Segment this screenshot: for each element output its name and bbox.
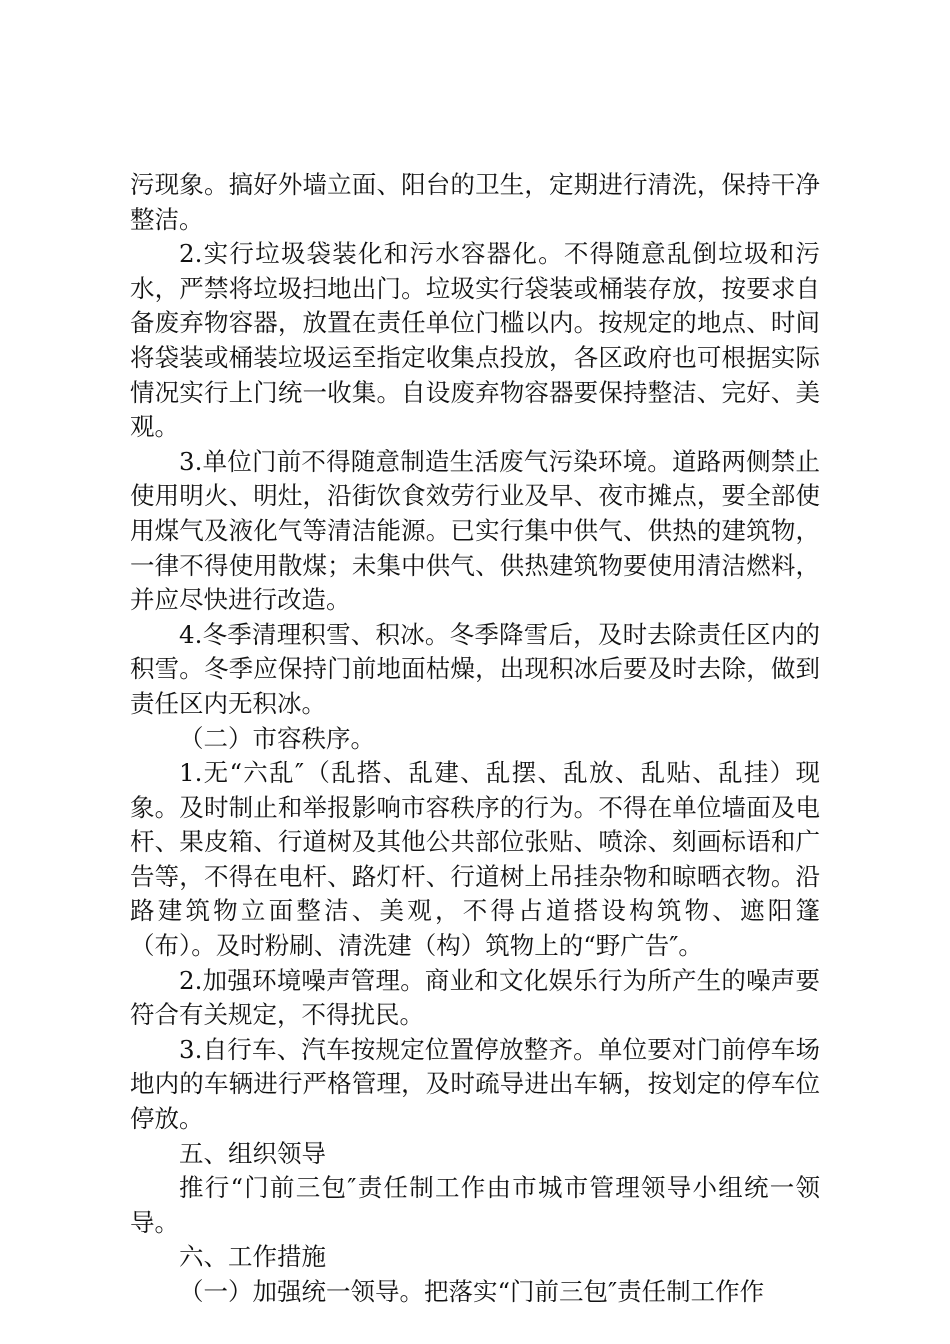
- paragraph-parking: 3.自行车、汽车按规定位置停放整齐。单位要对门前停车场地内的车辆进行严格管理，及时疏导进出车辆，按划定的停车位停放。: [130, 1034, 820, 1134]
- section-heading-measures: 六、工作措施: [179, 1242, 326, 1272]
- paragraph-continuation: 污现象。搞好外墙立面、阳台的卫生，定期进行清洗，保持干净整洁。: [130, 170, 820, 234]
- section-heading-city-order: （二）市容秩序。: [179, 723, 375, 753]
- paragraph-noise-management: 2.加强环境噪声管理。商业和文化娱乐行为所产生的噪声要符合有关规定，不得扰民。: [130, 965, 820, 1030]
- paragraph-snow-clearing: 4.冬季清理积雪、积冰。冬季降雪后，及时去除责任区内的积雪。冬季应保持门前地面枯燥，出现积冰后要及时去除，做到责任区内无积冰。: [130, 619, 820, 718]
- paragraph-leadership: 推行“门前三包″责任制工作由市城市管理领导小组统一领导。: [130, 1173, 820, 1237]
- document-body: [130, 168, 820, 1310]
- paragraph-garbage-bagging: 2.实行垃圾袋装化和污水容器化。不得随意乱倒垃圾和污水，严禁将垃圾扫地出门。垃圾实行袋装或桶装存放，按要求自备废弃物容器，放置在责任单位门槛以内。按规定的地点、时间将袋装或桶装垃圾运至指定收集点投放，各区政府也可根据实际情况实行上门统一收集。自设废弃物容器要保持整洁、完好、美观。: [130, 239, 820, 442]
- section-heading-organization: 五、组织领导: [179, 1138, 326, 1168]
- paragraph-measure-unified-leadership: （一）加强统一领导。把落实“门前三包″责任制工作作: [179, 1277, 765, 1306]
- paragraph-six-disorders: 1.无“六乱″（乱搭、乱建、乱摆、乱放、乱贴、乱挂）现象。及时制止和举报影响市容秩序的行为。不得在单位墙面及电杆、果皮箱、行道树及其他公共部位张贴、喷涂、刻画标语和广告等，不得在电杆、路灯杆、行道树上吊挂杂物和晾晒衣物。沿路建筑物立面整洁、美观，不得占道搭设构筑物、遮阳篷（布）。及时粉刷、清洗建（构）筑物上的“野广告″。: [130, 758, 820, 961]
- paragraph-exhaust-gas: 3.单位门前不得随意制造生活废气污染环境。道路两侧禁止使用明火、明灶，沿街饮食效劳行业及早、夜市摊点，要全部使用煤气及液化气等清洁能源。已实行集中供气、供热的建筑物，一律不得使用散煤；未集中供气、供热建筑物要使用清洁燃料，并应尽快进行改造。: [130, 446, 820, 615]
